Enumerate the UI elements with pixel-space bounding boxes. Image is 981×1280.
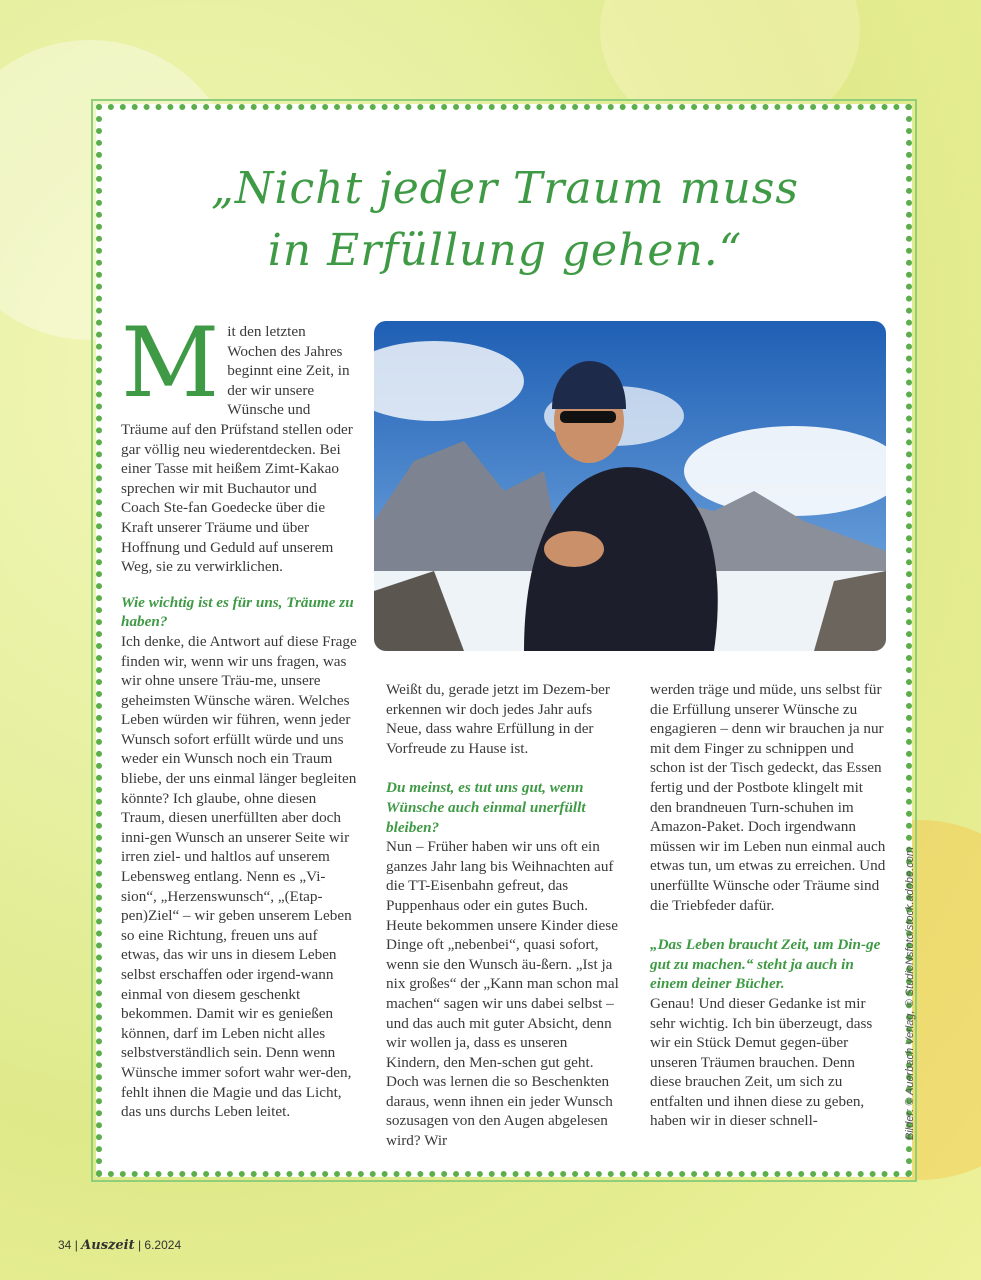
answer-2: Nun – Früher haben wir uns oft ein ganzes Jahr lang bis Weihnachten auf die TT-Eisenbahn gefreut, das Puppenhaus oder ein gutes Buch. Heute bekommen unsere Kinder diese Dinge oft „nebenbei“, quasi sofort, wenn sie den Wunsch äu-ßern. „Ist ja nix großes“ der „Kann man schon mal machen“ sagen wir uns dabei selbst – und das auch mit guter Absicht, denn wir wollen ja, dass es unseren Kindern, den Men-schen gut geht. Doch was lernen die so Beschenkten daraus, wenn ihnen ein jeder Wunsch sozusagen von den Augen abgelesen wird? Wir: [386, 838, 619, 1150]
drop-cap: M: [121, 307, 220, 419]
intro-text: it den letzten Wochen des Jahres beginnt eine Zeit, in der wir unsere Wünsche und Träume auf den Prüfstand stellen oder gar völlig neu wiederentdecken. Bei einer Tasse mit heißem Zimt-Kakao sprechen wir mit Buchautor und Coach Ste-fan Goedecke über die Kraft unserer Träume und über Hoffnung und Geduld auf unserem Weg, sie zu verwirklichen.: [121, 323, 353, 576]
intro-paragraph: [121, 307, 357, 577]
issue-number: 6.2024: [144, 1238, 182, 1252]
column-2: [386, 680, 622, 1151]
page-number: 34: [58, 1238, 72, 1252]
headline-line-2: in Erfüllung gehen.“: [267, 225, 743, 276]
page-footer: 34 | Auszeit | 6.2024: [58, 1238, 182, 1253]
question-2: Du meinst, es tut uns gut, wenn Wünsche auch einmal unerfüllt bleiben?: [386, 779, 586, 836]
column-1: [121, 307, 357, 1122]
interview-photo: [374, 321, 886, 651]
answer-3: Genau! Und dieser Gedanke ist mir sehr wichtig. Ich bin überzeugt, dass wir ein Stück Demut gegen-über unseren Träumen brauchen. Denn diese brauchen Zeit, um sich zu entfalten und ihnen diese zu geben, haben wir in dieser schnell-: [650, 994, 873, 1130]
headline: [100, 158, 910, 282]
image-credit: Bilder: © Auerbach Verlag, © StudioNsfoto/stock.adobe.com: [904, 847, 916, 1140]
question-1: Wie wichtig ist es für uns, Träume zu haben?: [121, 593, 354, 631]
magazine-brand: Auszeit: [81, 1238, 135, 1253]
column-2-intro: Weißt du, gerade jetzt im Dezem-ber erkennen wir doch jedes Jahr aufs Neue, dass wahre Erfüllung in der Vorfreude zu Hause ist.: [386, 681, 610, 757]
column-3-intro: werden träge und müde, uns selbst für die Erfüllung unserer Wünsche zu engagieren – denn wir brauchen ja nur mit dem Finger zu schnippen und schon ist der Tisch gedeckt, das Essen fertig und der Postbote klingelt mit den brandneuen Turn-schuhen im Amazon-Paket. Doch irgendwann müssen wir im Leben nun einmal auch etwas tun, um etwas zu erreichen. Und unerfüllte Wünsche oder Träume sind die Triebfeder dafür.: [650, 681, 886, 914]
column-3: [650, 680, 886, 1131]
question-3: „Das Leben braucht Zeit, um Din-ge gut zu machen.“ steht ja auch in einem deiner Bücher.: [650, 936, 881, 993]
answer-1: Ich denke, die Antwort auf diese Frage finden wir, wenn wir uns fragen, was wir ohne unsere Träu-me, unsere geheimsten Wünsche wären. Welches Leben würden wir führen, wenn jeder Wunsch sofort erfüllt würde und uns weder ein Wunsch noch ein Traum bliebe, der uns einmal länger begleiten könnte? Ich glaube, ohne diesen Traum, diesen unerfüllten aber doch inni-gen Wunsch an unserer Seite wir irren ziel- und haltlos auf unserem Lebensweg entlang. Nenn es „Vi-sion“, „Herzenswunsch“, „(Etap-pen)Ziel“ – wir geben unserem Leben so eine Richtung, freuen uns auf etwas, das wir uns in diesem Leben selbst erschaffen oder irgend-wann einmal von diesem geschenkt bekommen. Damit wir es genießen können, darf im Leben nicht alles selbstverständlich sein. Denn wenn Wünsche immer sofort wahr wer-den, fehlt ihnen die Magie und das Licht, das uns durchs Leben leitet.: [121, 632, 357, 1121]
headline-line-1: „Nicht jeder Traum muss: [211, 163, 799, 214]
